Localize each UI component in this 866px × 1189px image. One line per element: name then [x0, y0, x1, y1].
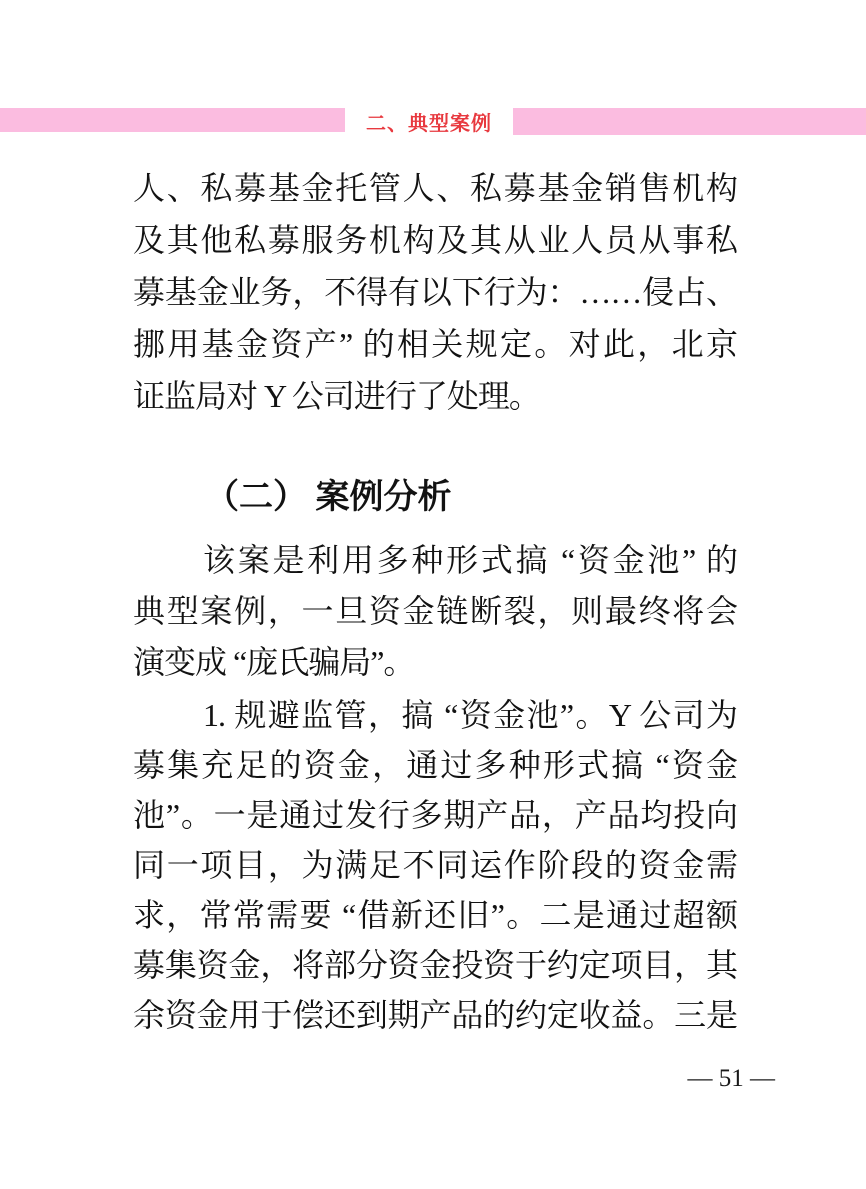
text-line: 演变成 “庞氏骗局”。 [133, 644, 415, 680]
text-line: 人、私募基金托管人、私募基金销售机构 [133, 170, 737, 206]
text-line: 池”。一是通过发行多期产品，产品均投向 [133, 797, 737, 833]
text-line: 1. 规避监管，搞 “资金池”。Y 公司为 [203, 697, 737, 733]
text-line: 募基金业务，不得有以下行为：……侵占、 [133, 274, 737, 310]
subsection-heading: （二） 案例分析 [205, 479, 452, 516]
running-section-title: 二、典型案例 [366, 113, 492, 135]
text-line: 余资金用于偿还到期产品的约定收益。三是 [133, 997, 737, 1033]
text-line: 典型案例，一旦资金链断裂，则最终将会 [133, 593, 737, 629]
header-title-box [345, 108, 513, 135]
text-line: 求，常常需要 “借新还旧”。二是通过超额 [133, 897, 737, 933]
paragraph-3 [133, 690, 737, 1040]
paragraph-1 [133, 162, 737, 422]
text-line: 募集资金，将部分资金投资于约定项目，其 [133, 947, 737, 983]
header-band [0, 108, 866, 136]
text-line: 挪用基金资产” 的相关规定。对此，北京 [133, 326, 737, 362]
text-line: 证监局对 Y 公司进行了处理。 [133, 378, 540, 414]
page-number: — 51 — [687, 1065, 775, 1092]
text-line: 同一项目，为满足不同运作阶段的资金需 [133, 847, 737, 883]
text-line: 募集充足的资金，通过多种形式搞 “资金 [133, 747, 737, 783]
text-line: 及其他私募服务机构及其从业人员从事私 [133, 222, 737, 258]
text-line: 该案是利用多种形式搞 “资金池” 的 [203, 542, 737, 578]
header-band-right-segment [513, 108, 866, 135]
paragraph-2 [133, 535, 737, 688]
header-band-left-segment [0, 108, 345, 132]
